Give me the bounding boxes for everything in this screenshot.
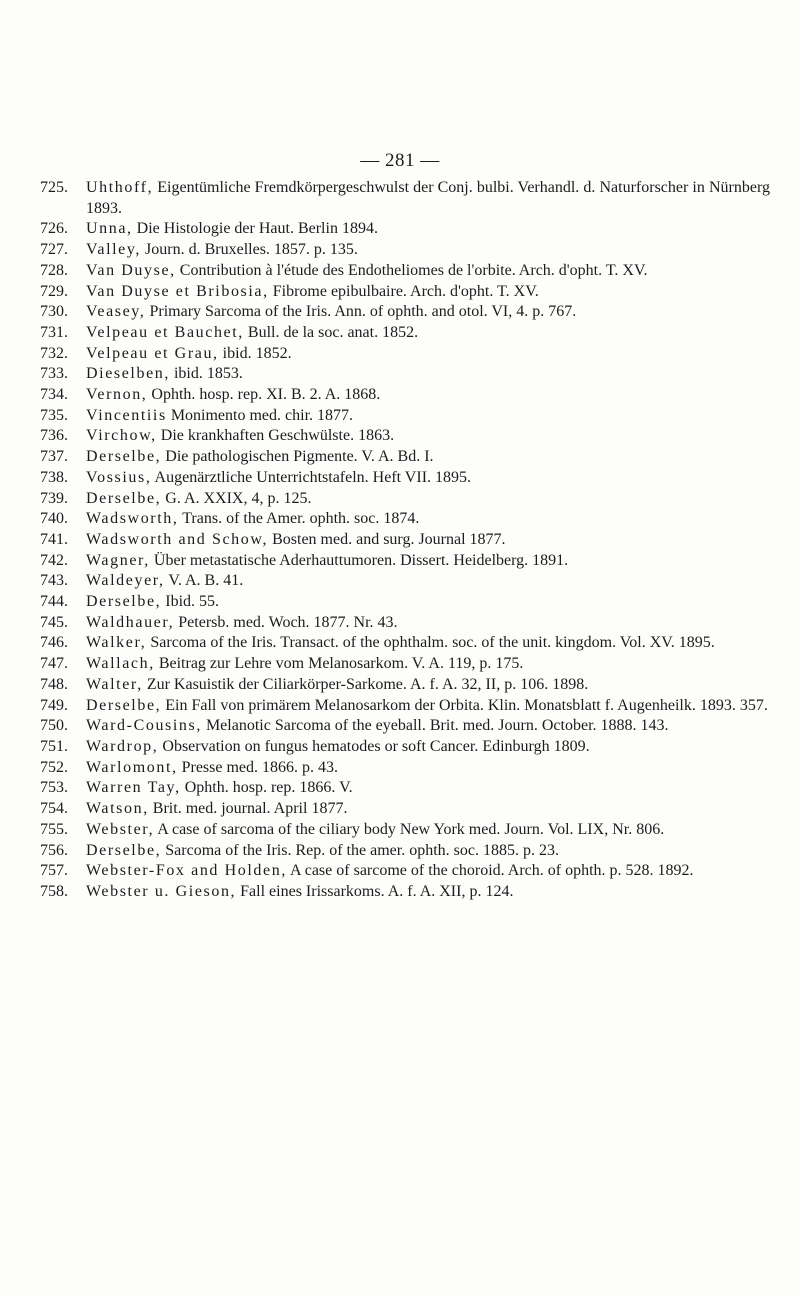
entry-text: [86, 778, 770, 799]
entry-number: 751.: [40, 737, 68, 755]
entry-reference: Journ. d. Bruxelles. 1857. p. 135.: [141, 241, 358, 259]
entry-author: Warlomont,: [86, 758, 178, 776]
entry-text: [86, 385, 770, 406]
entry-author: Van Duyse et Bribosia,: [86, 282, 269, 300]
bibliography-entry: [40, 489, 770, 510]
bibliography-entry: [40, 633, 770, 654]
entry-text: [86, 758, 770, 779]
bibliography-entry: [40, 551, 770, 572]
entry-text: [86, 613, 770, 634]
entry-reference: Primary Sarcoma of the Iris. Ann. of ophth. and otol. VI, 4. p. 767.: [145, 303, 577, 321]
entry-text: [86, 530, 770, 551]
entry-reference: Brit. med. journal. April 1877.: [148, 800, 348, 818]
entry-reference: Ophth. hosp. rep. 1866. V.: [180, 779, 353, 797]
bibliography-entry: [40, 654, 770, 675]
entry-author: Veasey,: [86, 303, 146, 321]
bibliography-entry: [40, 406, 770, 427]
entry-text: [86, 447, 770, 468]
bibliography-entry: [40, 344, 770, 365]
entry-author: Velpeau et Grau,: [86, 344, 219, 362]
entry-author: Webster,: [86, 820, 155, 838]
entry-text: [86, 633, 770, 654]
entry-text: [86, 592, 770, 613]
entry-reference: Trans. of the Amer. ophth. soc. 1874.: [178, 510, 420, 528]
entry-author: Velpeau et Bauchet,: [86, 323, 244, 341]
entry-author: Waldeyer,: [86, 572, 165, 590]
entry-reference: ibid. 1853.: [169, 365, 243, 383]
entry-author: Ward-Cousins,: [86, 717, 202, 735]
entry-number: 743.: [40, 572, 68, 590]
entry-author: Unna,: [86, 220, 133, 238]
entry-text: [86, 696, 770, 717]
entry-number: 742.: [40, 551, 68, 569]
entry-number: 744.: [40, 593, 68, 611]
entry-number: 732.: [40, 344, 68, 362]
entry-number: 729.: [40, 282, 68, 300]
entry-text: [86, 302, 770, 323]
entry-text: [86, 799, 770, 820]
entry-number: 757.: [40, 862, 68, 880]
bibliography-entry: [40, 716, 770, 737]
entry-number: 758.: [40, 882, 68, 900]
bibliography-entry: [40, 447, 770, 468]
entry-number: 740.: [40, 510, 68, 528]
entry-author: Waldhauer,: [86, 613, 175, 631]
entry-number: 725.: [40, 179, 68, 196]
entry-reference: Contribution à l'étude des Endotheliomes de l'orbite. Arch. d'opht. T. XV.: [175, 261, 648, 279]
bibliography-entry: [40, 302, 770, 323]
bibliography-entry: [40, 530, 770, 551]
entry-text: [86, 364, 770, 385]
bibliography-entry: [40, 696, 770, 717]
entry-number: 748.: [40, 675, 68, 693]
entry-author: Vossius,: [86, 468, 152, 486]
entry-author: Wardrop,: [86, 737, 159, 755]
entry-number: 730.: [40, 303, 68, 321]
entry-reference: Ibid. 55.: [161, 593, 220, 611]
entry-reference: Presse med. 1866. p. 43.: [177, 758, 339, 776]
entry-text: [86, 344, 770, 365]
page-number: — 281 —: [360, 150, 440, 171]
entry-author: Derselbe,: [86, 593, 162, 611]
entry-reference: Beitrag zur Lehre vom Melanosarkom. V. A. 119, p. 175.: [154, 655, 524, 673]
entry-reference: Ophth. hosp. rep. XI. B. 2. A. 1868.: [147, 386, 381, 404]
bibliography-entry: [40, 282, 770, 303]
entry-reference: Monimento med. chir. 1877.: [166, 406, 354, 424]
entry-author: Van Duyse,: [86, 261, 176, 279]
bibliography-entry: [40, 385, 770, 406]
entry-reference: Petersb. med. Woch. 1877. Nr. 43.: [174, 613, 398, 631]
bibliography-entry: [40, 364, 770, 385]
entry-reference: Augenärztliche Unterrichtstafeln. Heft VII. 1895.: [151, 468, 472, 486]
entry-reference: Die pathologischen Pigmente. V. A. Bd. I.: [161, 448, 434, 466]
entry-reference: G. A. XXIX, 4, p. 125.: [161, 489, 312, 507]
bibliography-entry: [40, 737, 770, 758]
entry-text: [86, 406, 770, 427]
entry-number: 750.: [40, 717, 68, 735]
entry-author: Walker,: [86, 634, 147, 652]
entry-reference: A case of sarcoma of the ciliary body New York med. Journ. Vol. LIX, Nr. 806.: [154, 820, 665, 838]
entry-reference: Observation on fungus hematodes or soft Cancer. Edinburgh 1809.: [158, 737, 590, 755]
entry-reference: Die krankhaften Geschwülste. 1863.: [156, 427, 395, 445]
entry-text: [86, 841, 770, 862]
entry-number: 755.: [40, 820, 68, 838]
entry-text: [86, 426, 770, 447]
entry-reference: Ein Fall von primärem Melanosarkom der Orbita. Klin. Monatsblatt f. Augenheilk. 1893. 357.: [161, 696, 768, 714]
entry-reference: Eigentümliche Fremdkörpergeschwulst der Conj. bulbi. Verhandl. d. Naturforscher in Nürnberg 1893.: [86, 179, 770, 217]
entry-number: 726.: [40, 220, 68, 238]
entry-text: [86, 240, 770, 261]
entry-text: [86, 489, 770, 510]
entry-author: Walter,: [86, 675, 143, 693]
bibliography-entry: [40, 861, 770, 882]
entry-reference: Sarcoma of the Iris. Rep. of the amer. ophth. soc. 1885. p. 23.: [161, 841, 559, 859]
entry-number: 747.: [40, 655, 68, 673]
entry-number: 733.: [40, 365, 68, 383]
entry-reference: Sarcoma of the Iris. Transact. of the ophthalm. soc. of the unit. kingdom. Vol. XV. 1895.: [146, 634, 715, 652]
entry-text: [86, 509, 770, 530]
entry-reference: ibid. 1852.: [218, 344, 292, 362]
entry-text: [86, 675, 770, 696]
entry-reference: Fibrome epibulbaire. Arch. d'opht. T. XV.: [268, 282, 539, 300]
entry-number: 731.: [40, 323, 68, 341]
entry-author: Derselbe,: [86, 448, 162, 466]
entry-reference: Die Histologie der Haut. Berlin 1894.: [132, 220, 378, 238]
bibliography-entry: [40, 509, 770, 530]
entry-text: [86, 261, 770, 282]
entry-author: Uhthoff,: [86, 179, 154, 196]
bibliography-entry: [40, 758, 770, 779]
bibliography-entry: [40, 778, 770, 799]
entry-author: Derselbe,: [86, 489, 162, 507]
entry-reference: A case of sarcome of the choroid. Arch. of ophth. p. 528. 1892.: [286, 862, 694, 880]
bibliography-entry: [40, 571, 770, 592]
bibliography-entry: [40, 323, 770, 344]
entry-number: 737.: [40, 448, 68, 466]
entry-author: Virchow,: [86, 427, 157, 445]
entry-author: Vernon,: [86, 386, 148, 404]
bibliography-entry: [40, 882, 770, 903]
entry-text: [86, 551, 770, 572]
bibliography-entry: [40, 178, 770, 219]
entry-number: 739.: [40, 489, 68, 507]
entry-author: Derselbe,: [86, 696, 162, 714]
entry-number: 734.: [40, 386, 68, 404]
entry-reference: Bosten med. and surg. Journal 1877.: [268, 530, 506, 548]
entry-reference: Melanotic Sarcoma of the eyeball. Brit. med. Journ. October. 1888. 143.: [201, 717, 669, 735]
entry-number: 754.: [40, 800, 68, 818]
bibliography-entry: [40, 261, 770, 282]
entry-author: Wadsworth and Schow,: [86, 530, 269, 548]
bibliography-entry: [40, 841, 770, 862]
entry-number: 756.: [40, 841, 68, 859]
entry-author: Wallach,: [86, 655, 155, 673]
entry-reference: Bull. de la soc. anat. 1852.: [243, 323, 419, 341]
bibliography-entry: [40, 675, 770, 696]
entry-text: [86, 571, 770, 592]
bibliography-entry: [40, 426, 770, 447]
entry-text: [86, 178, 770, 219]
bibliography-entry: [40, 799, 770, 820]
bibliography-entry: [40, 240, 770, 261]
entry-number: 728.: [40, 261, 68, 279]
entry-text: [86, 323, 770, 344]
entry-text: [86, 737, 770, 758]
bibliography-entry: [40, 592, 770, 613]
entry-number: 738.: [40, 468, 68, 486]
entry-number: 727.: [40, 241, 68, 259]
bibliography-entry: [40, 219, 770, 240]
entry-author: Watson,: [86, 800, 149, 818]
entry-author: Valley,: [86, 241, 142, 259]
entry-author: Wadsworth,: [86, 510, 179, 528]
entry-number: 752.: [40, 758, 68, 776]
entry-number: 735.: [40, 406, 68, 424]
entry-author: Wagner,: [86, 551, 150, 569]
entry-text: [86, 654, 770, 675]
entry-text: [86, 219, 770, 240]
entry-reference: Fall eines Irissarkoms. A. f. A. XII, p. 124.: [236, 882, 514, 900]
entry-author: Webster u. Gieson,: [86, 882, 237, 900]
entry-text: [86, 282, 770, 303]
entry-text: [86, 468, 770, 489]
bibliography-entry: [40, 468, 770, 489]
entry-number: 749.: [40, 696, 68, 714]
entry-reference: Zur Kasuistik der Ciliarkörper-Sarkome. A. f. A. 32, II, p. 106. 1898.: [142, 675, 589, 693]
bibliography-entry: [40, 820, 770, 841]
entry-author: Dieselben,: [86, 365, 170, 383]
entry-author: Derselbe,: [86, 841, 162, 859]
entry-author: Vincentiis: [86, 406, 167, 424]
entry-author: Webster-Fox and Holden,: [86, 862, 287, 880]
entry-number: 736.: [40, 427, 68, 445]
entry-number: 745.: [40, 613, 68, 631]
entry-author: Warren Tay,: [86, 779, 181, 797]
bibliography-entry: [40, 613, 770, 634]
entry-reference: Über metastatische Aderhauttumoren. Dissert. Heidelberg. 1891.: [149, 551, 569, 569]
entry-number: 746.: [40, 634, 68, 652]
entry-text: [86, 716, 770, 737]
entry-text: [86, 820, 770, 841]
entry-number: 753.: [40, 779, 68, 797]
bibliography-list: [40, 178, 770, 903]
entry-text: [86, 861, 770, 882]
entry-number: 741.: [40, 530, 68, 548]
entry-text: [86, 882, 770, 903]
entry-reference: V. A. B. 41.: [164, 572, 244, 590]
